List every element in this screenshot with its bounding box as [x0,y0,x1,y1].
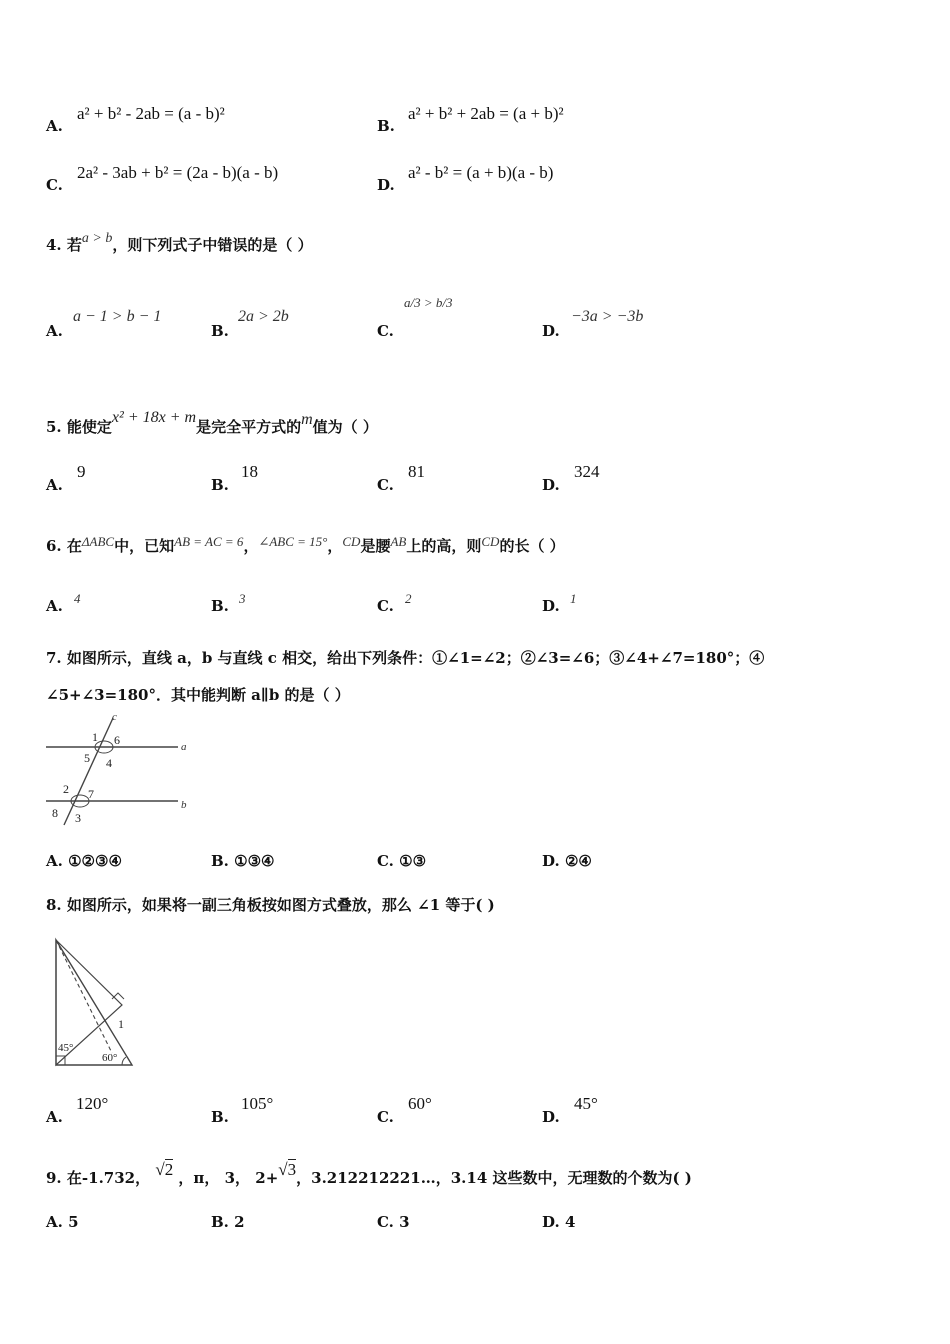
q9-stem [46,1160,692,1188]
q5-option-a-value: 9 [77,462,86,481]
q6-option-a-letter: A. [46,597,63,615]
q8-option-b-letter: B. [211,1108,229,1126]
q9-option-b-value: 2 [234,1213,245,1231]
q5-pre: 能使定 [66,418,112,436]
q4-pre: 若 [66,236,82,254]
q8-option-a-letter: A. [46,1108,63,1126]
q3-option-d-expr: a² - b² = (a + b)(a - b) [408,163,554,182]
q9-number: 9. [46,1169,62,1187]
q8-option-b-value: 105° [241,1094,274,1113]
q3-option-c-letter: C. [46,176,63,194]
q5-option-b-letter: B. [211,476,229,494]
q7-option-c-letter: C. [377,852,394,870]
q4-post: ，则下列式子中错误的是（ ） [112,236,313,254]
fig8-label-60: 60° [102,1052,118,1064]
q9-option-c-letter: C. [377,1213,394,1231]
q6-eq1: AB = AC = 6 [174,534,244,549]
q4-option-d-expr: −3a > −3b [571,308,644,325]
q7-parallel-lines-figure [44,710,194,828]
q4-option-d-letter: D. [542,322,560,340]
q9-option-a-letter: A. [46,1213,63,1231]
line-c [64,718,113,825]
q4-condition: a > b [81,231,113,246]
q4-option-a-expr: a − 1 > b − 1 [73,308,162,325]
q8-set-squares-figure [50,935,140,1075]
q9-option-c [377,1213,410,1231]
q6-stem [46,535,565,556]
q7-option-b [211,852,274,870]
q6-option-d-value: 1 [570,591,577,606]
q5-variable: m [301,411,313,428]
q4-option-c-letter: C. [377,322,394,340]
q7-option-c [377,852,426,870]
fig7-label-7: 7 [88,787,94,801]
q5-number: 5. [46,418,62,436]
q5-option-d-value: 324 [574,462,600,481]
dashed-line [56,940,112,1053]
q5-post: 值为（ ） [312,418,378,436]
q3-option-c-expr: 2a² - 3ab + b² = (2a - b)(a - b) [77,163,279,182]
q8-option-d-value: 45° [574,1094,598,1113]
q8-number: 8. [46,896,62,914]
q6-t5: 的长（ ） [499,537,565,555]
q5-stem [46,409,378,437]
fig8-label-1: 1 [118,1017,124,1031]
radical-icon: √ [278,1160,288,1179]
q9-sqrt2: √2 [155,1160,174,1179]
q4-option-b-expr: 2a > 2b [238,308,289,325]
q5-mid: 是完全平方式的 [196,418,302,436]
q8-option-c-value: 60° [408,1094,432,1113]
q6-t3: 是腰 [360,537,391,555]
q8-text: 如图所示，如果将一副三角板按如图方式叠放，那么 ∠1 等于( ) [66,896,495,914]
q3-option-b-expr: a² + b² + 2ab = (a + b)² [408,104,564,123]
q7-option-a-value: ①②③④ [68,852,122,870]
q7-option-c-value: ①③ [399,852,427,870]
q9-t3: ，3.212212221…，3.14 这些数中，无理数的个数为( ) [296,1169,692,1187]
fig7-label-4: 4 [106,756,112,770]
q8-option-d-letter: D. [542,1108,560,1126]
q9-option-b-letter: B. [211,1213,229,1231]
q5-option-a-letter: A. [46,476,63,494]
q5-option-c-letter: C. [377,476,394,494]
q7-line1: 如图所示，直线 a，b 与直线 c 相交，给出下列条件：①∠1=∠2；②∠3=∠6；③∠4+∠7=180°；④ [66,649,765,667]
q8-option-c-letter: C. [377,1108,394,1126]
q3-option-a-expr: a² + b² - 2ab = (a - b)² [77,104,225,123]
q9-option-d-value: 4 [564,1213,576,1231]
fig7-label-b: b [181,799,187,811]
q4-option-c-expr: a/3 > b/3 [404,295,453,310]
q5-option-d-letter: D. [542,476,560,494]
q7-option-d [542,852,592,870]
q7-option-a-letter: A. [46,852,63,870]
q6-cd2: CD [481,534,500,549]
q9-option-c-value: 3 [399,1213,410,1231]
q9-option-a [46,1213,79,1231]
q6-number: 6. [46,537,62,555]
q7-number: 7. [46,649,62,667]
q9-sqrt3: √3 [278,1160,297,1179]
q9-t1: 在-1.732， [66,1169,151,1187]
q6-triangle: ΔABC [81,534,115,549]
right-angle-mark [112,993,124,999]
q7-option-a [46,852,122,870]
q4-number: 4. [46,236,62,254]
fig7-label-1: 1 [92,730,98,744]
q5-option-b-value: 18 [241,462,258,481]
q7-option-b-letter: B. [211,852,229,870]
q6-option-a-value: 4 [74,591,81,606]
q7-option-d-value: ②④ [564,852,592,870]
q9-option-d-letter: D. [542,1213,560,1231]
angle-60-arc [122,1057,126,1065]
fig7-label-5: 5 [84,751,90,765]
q4-option-b-letter: B. [211,322,229,340]
fig7-label-8: 8 [52,806,58,820]
q6-option-b-value: 3 [239,591,246,606]
q5-option-c-value: 81 [408,462,425,481]
q8-stem [46,894,495,915]
q3-option-d-letter: D. [377,176,395,194]
q6-t1: 在 [66,537,82,555]
q9-t2: ，π， 3， 2+ [178,1169,279,1187]
q5-expression: x² + 18x + m [111,409,197,426]
q4-stem [46,231,313,255]
radical-icon: √ [155,1160,165,1179]
q6-option-c-value: 2 [405,591,412,606]
q6-cd1: CD [342,534,361,549]
q7-option-d-letter: D. [542,852,560,870]
q3-option-a-letter: A. [46,117,63,135]
fig7-label-3: 3 [75,811,81,825]
fig7-label-c: c [112,711,117,723]
q6-eq2: ∠ABC = 15° [258,534,328,549]
q7-stem-line2: ∠5+∠3=180°．其中能判断 a∥b 的是（ ） [46,686,350,704]
q6-ab: AB [390,534,407,549]
q4-option-a-letter: A. [46,322,63,340]
q6-t4: 上的高，则 [406,537,482,555]
q6-option-d-letter: D. [542,597,560,615]
q9-option-b [211,1213,245,1231]
q6-option-c-letter: C. [377,597,394,615]
q9-option-d [542,1213,575,1231]
q9-option-a-value: 5 [68,1213,79,1231]
q6-comma1: ， [243,537,259,555]
fig8-label-45: 45° [58,1042,74,1054]
fig7-label-2: 2 [63,782,69,796]
fig7-label-6: 6 [114,733,120,747]
q7-option-b-value: ①③④ [234,852,275,870]
q6-comma2: ， [327,537,343,555]
fig7-label-a: a [181,741,187,753]
q7-stem-line1 [46,647,764,668]
q6-t2: 中，已知 [114,537,175,555]
q6-option-b-letter: B. [211,597,229,615]
q8-option-a-value: 120° [76,1094,109,1113]
q3-option-b-letter: B. [377,117,395,135]
